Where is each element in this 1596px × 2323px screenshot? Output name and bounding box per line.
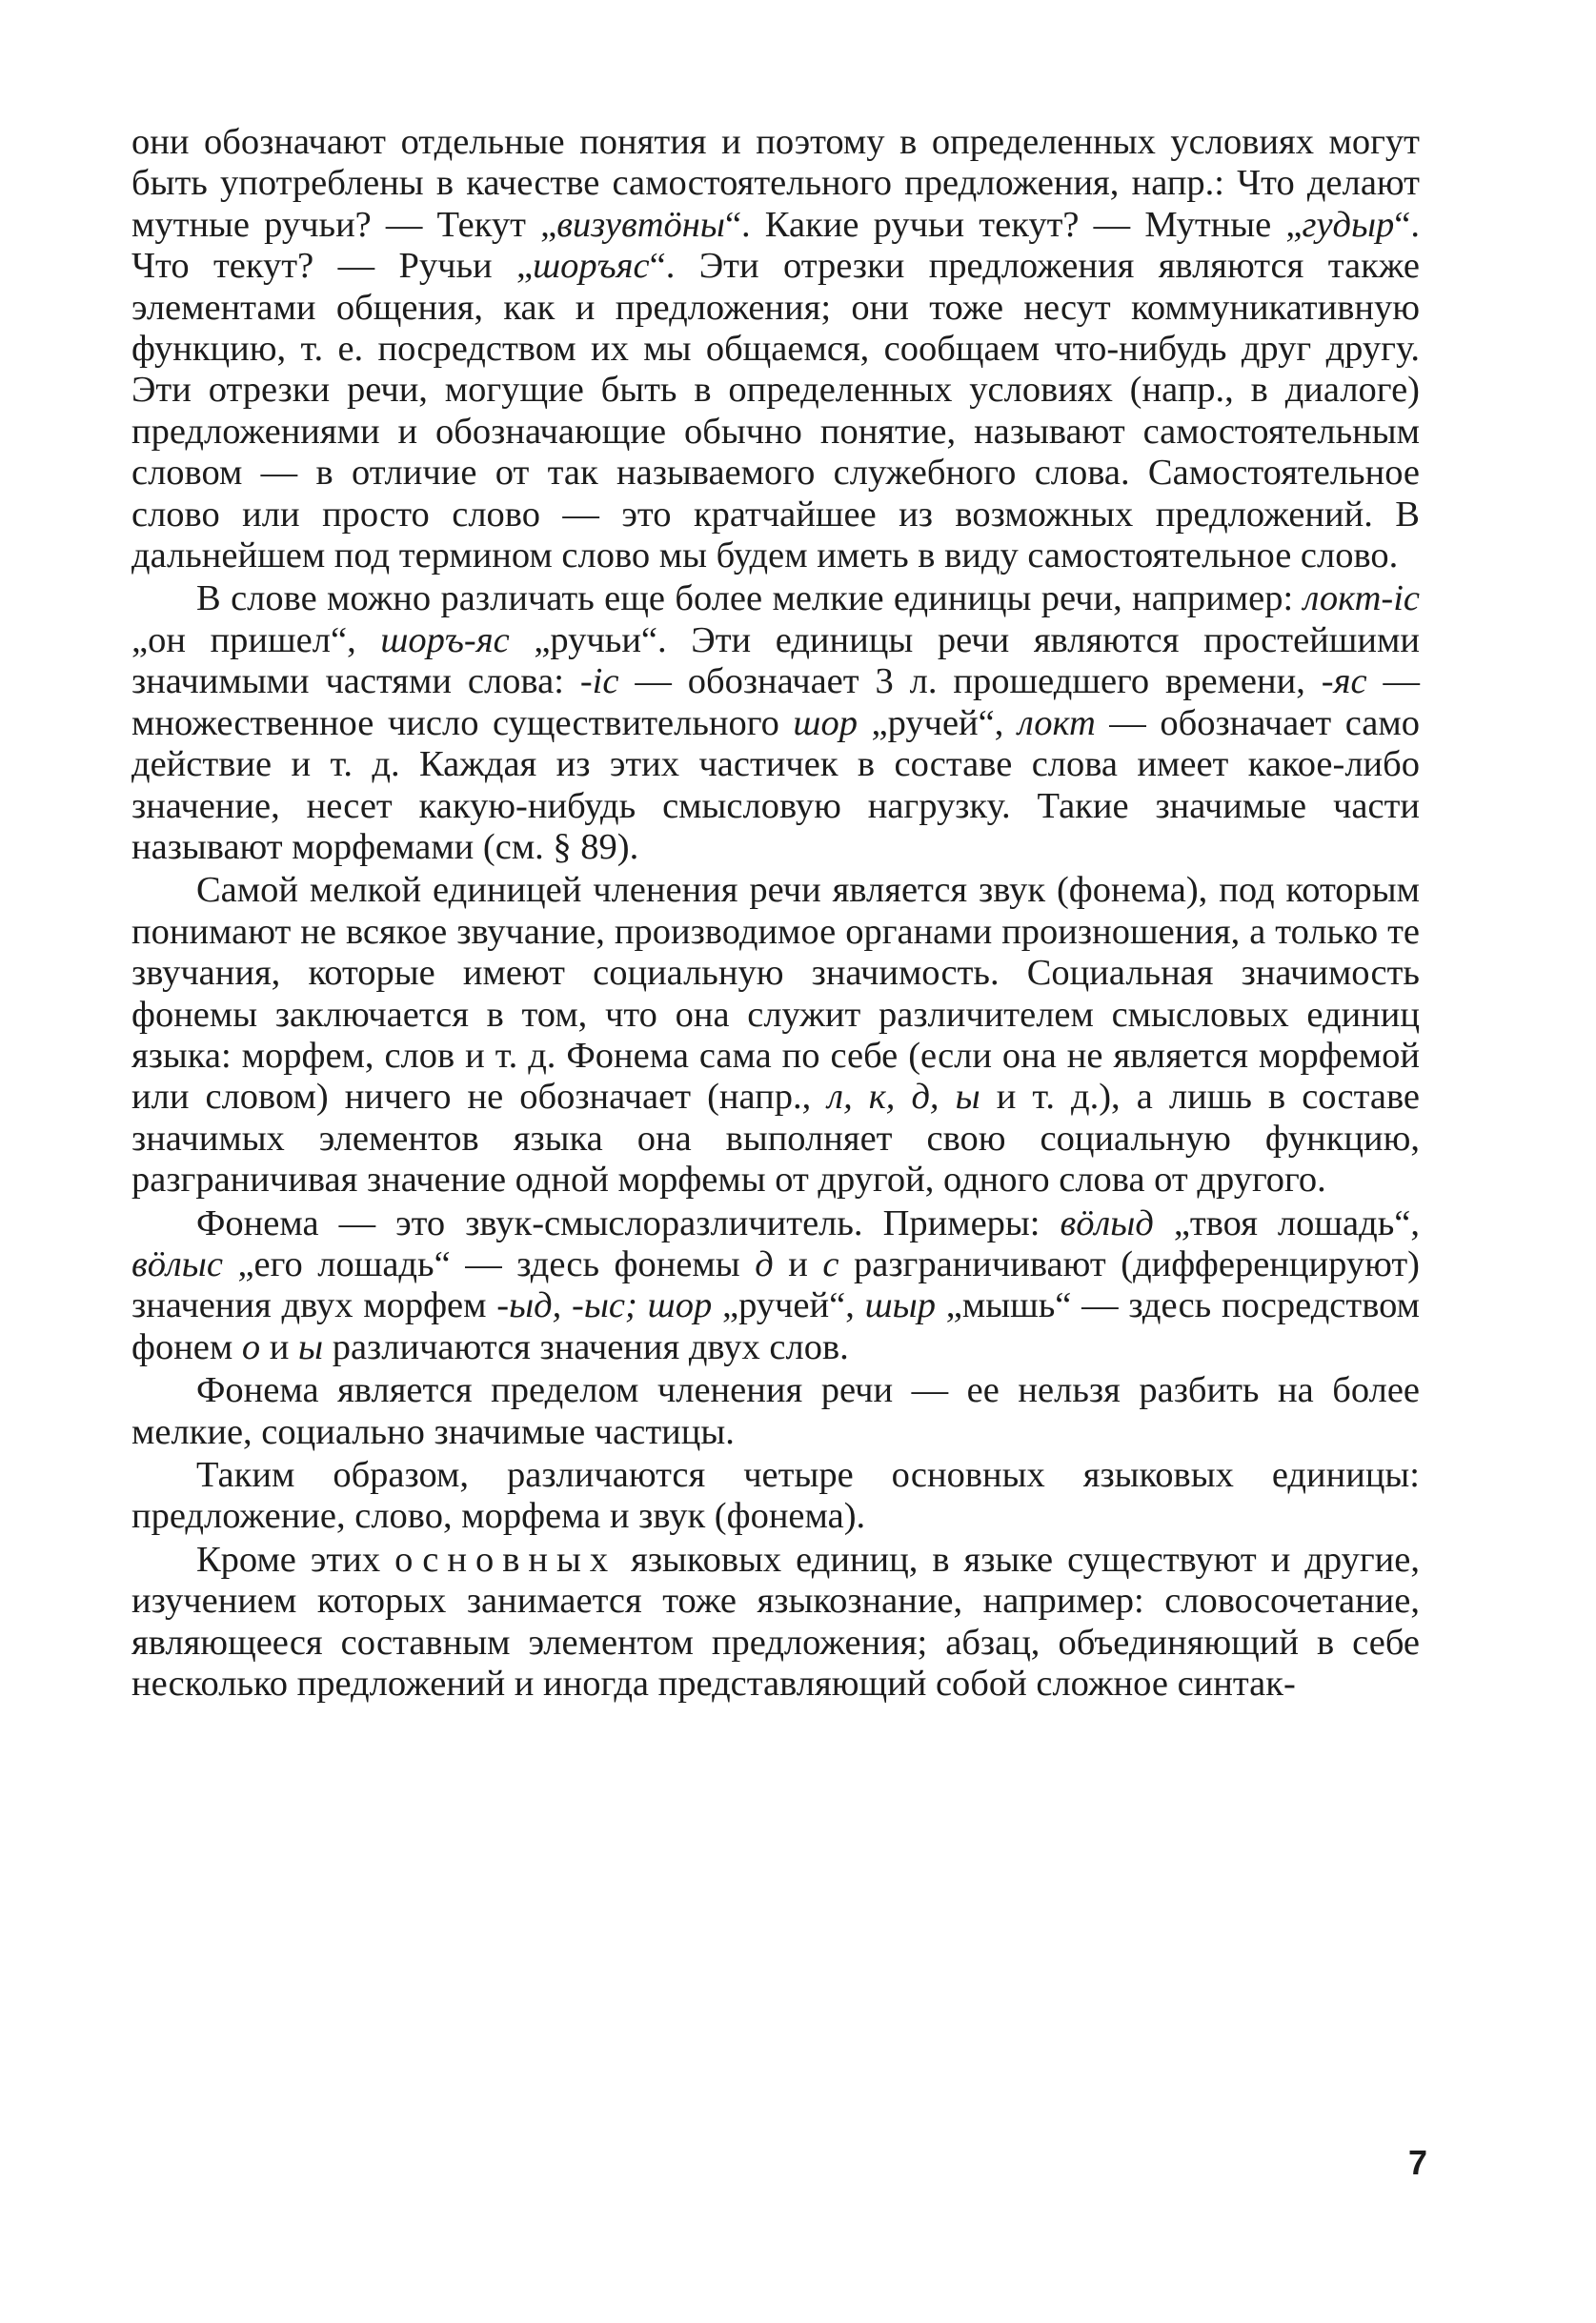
text-run: „ручьи“. Эти единицы речи являются простейшими значимыми частями слова: [131, 619, 1420, 702]
text-run: они обозначают отдельные понятия и поэтому в определенных условиях могут быть употреблены в качестве самостоятельного предложения, напр.: Что делают мутные ручьи? — Текут „ [131, 122, 1420, 245]
text-run: и [773, 1243, 823, 1284]
text-run: „твоя лошадь“, [1153, 1202, 1420, 1243]
paragraph-5 [131, 1370, 1420, 1453]
text-run: — обозначает само действие и т. д. Каждая из этих частичек в составе слова имеет какое-либо значение, несет какую-нибудь смысловую нагрузку. Такие значимые части называют морфемами (см. § 89). [131, 702, 1420, 867]
paragraph-1 [131, 122, 1420, 576]
text-run: Самой мелкой единицей членения речи является звук (фонема), под которым понимают не всякое звучание, производимое органами произношения, а только те звучания, которые имеют социальную значимость. Социальная значимость фонемы заключается в том, что она служит различителем смысловых единиц языка: морфем, слов и т. д. Фонема сама по себе (если она не является морфемой или словом) ничего не обозначает (напр., [131, 870, 1420, 1118]
text-run: — множественное число существительного [131, 661, 1421, 743]
example-term: ы [298, 1326, 324, 1367]
text-run: “. Эти отрезки предложения являются также элементами общения, как и предложения; они тоже несут коммуникативную функцию, т. е. посредством их мы общаемся, сообщаем что-нибудь друг другу. Эти отрезки речи, могущие быть в определенных условиях (напр., в диалоге) предложениями и обозначающие обычно понятие, называют самостоятельным словом — в отличие от так называемого служебного слова. Самостоятельное слово или просто слово — это кратчайшее из возможных предложений. В дальнейшем под термином слово мы будем иметь в виду самостоятельное слово. [131, 246, 1420, 576]
text-run: „ручей“, [857, 702, 1018, 743]
text-run: разграничивают (дифференцируют) значения двух морфем [131, 1243, 1421, 1326]
text-run: Таким образом, различаются четыре основных языковых единицы: предложение, слово, морфема и звук (фонема). [131, 1455, 1420, 1537]
text-run: Фонема является пределом членения речи — ее нельзя разбить на более мелкие, социально значимые частицы. [131, 1370, 1420, 1452]
text-run: и [260, 1326, 298, 1367]
example-term: с [822, 1243, 839, 1284]
example-term: локт-ic [1303, 578, 1420, 619]
example-term: л, к, д, ы [827, 1077, 980, 1118]
paragraph-2 [131, 578, 1420, 868]
text-run: В слове можно различать еще более мелкие единицы речи, например: [196, 578, 1303, 619]
example-term: визувтöны [556, 204, 725, 245]
paragraph-6 [131, 1455, 1420, 1538]
page-number: 7 [1408, 2143, 1428, 2182]
text-run: различаются значения двух слов. [323, 1326, 849, 1367]
example-term: д [755, 1243, 774, 1284]
text-run: „ручей“, [712, 1285, 865, 1326]
page-body [131, 122, 1420, 1705]
text-run: „он пришел“, [131, 619, 381, 660]
example-term: о [241, 1326, 261, 1367]
text-run: “. Что текут? — Ручьи „ [131, 204, 1420, 287]
example-term: шоръ-яс [380, 619, 510, 660]
example-term: шоръяс [533, 246, 650, 287]
example-term: локт [1017, 702, 1096, 743]
text-run: Кроме этих [196, 1539, 395, 1580]
text-run: языковых единиц, в языке существуют и другие, изучением которых занимается тоже языкознание, например: словосочетание, являющееся составным элементом предложения; абзац, объединяющий в себе несколько предложений и иногда представляющий собой сложное синтак- [131, 1539, 1420, 1705]
example-term: шор [647, 1285, 713, 1326]
example-term: гудыр [1302, 204, 1395, 245]
paragraph-4 [131, 1203, 1420, 1369]
text-run [637, 1285, 648, 1325]
text-run: „мышь“ — здесь посредством фонем [131, 1285, 1421, 1367]
example-term: вöлыд [1060, 1202, 1154, 1243]
example-term: -ic [579, 661, 619, 702]
paragraph-3 [131, 870, 1420, 1201]
example-term: вöлыс [131, 1243, 223, 1284]
text-run: “. Какие ручьи текут? — Мутные „ [724, 204, 1303, 245]
text-run: — обозначает 3 л. прошедшего времени, [618, 661, 1322, 702]
emphasized-term: основных [394, 1539, 617, 1580]
text-run: и т. д.), а лишь в составе значимых элементов языка она выполняет свою социальную функцию, разграничивая значение одной морфемы от другой, одного слова от другого. [131, 1077, 1420, 1201]
example-term: -яс [1321, 661, 1367, 702]
text-run: Фонема — это звук-смыслоразличитель. Примеры: [196, 1202, 1061, 1243]
paragraph-7 [131, 1540, 1420, 1706]
example-term: шыр [864, 1285, 936, 1326]
example-term: шор [793, 702, 858, 743]
example-term: -ыд, -ыс; [496, 1285, 637, 1326]
text-run: „его лошадь“ — здесь фонемы [222, 1243, 756, 1284]
